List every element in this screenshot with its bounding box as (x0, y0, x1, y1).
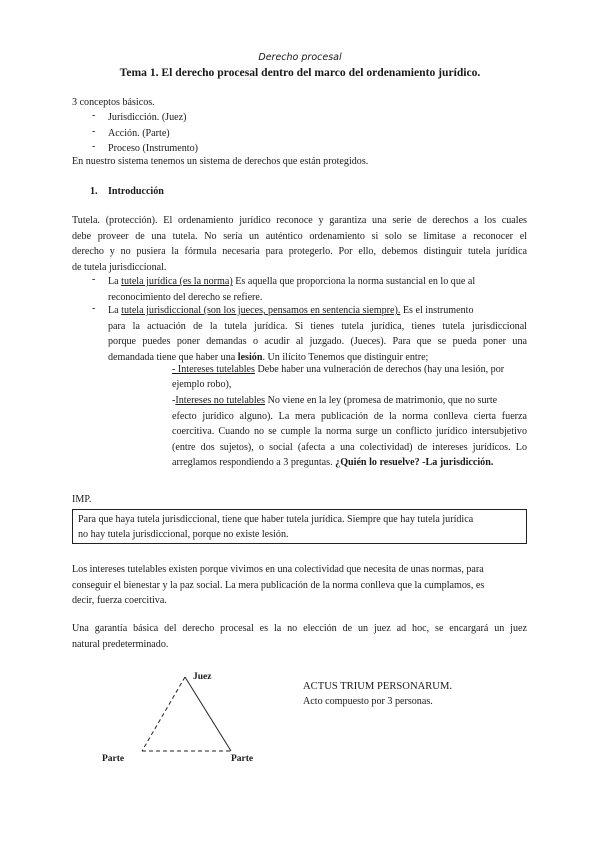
concepts-summary: En nuestro sistema tenemos un sistema de derechos que están protegidos. (72, 156, 369, 167)
actus-subtitle: Acto compuesto por 3 personas. (303, 696, 433, 707)
bullet-text: Es aquella que proporciona la norma sustancial en lo que al (232, 276, 476, 287)
term-lesion: lesión (237, 351, 263, 363)
sub-bullet-line (172, 393, 527, 409)
bullet-text: demandada tiene que haber una (108, 351, 238, 363)
diagram-label-parte-left: Parte (102, 754, 125, 764)
section-heading: Introducción (108, 186, 164, 197)
list-bullet: - (92, 303, 96, 314)
term-tutela-jurisdiccional: tutela jurisdiccional (son los jueces, pensamos en sentencia siempre). (121, 305, 401, 316)
sub-bullet-text: Debe haber una vulneración de derechos (hay una lesión, por (254, 364, 505, 375)
paragraph-line: natural predeterminado. (72, 638, 169, 650)
list-bullet: - (92, 125, 96, 137)
term-intereses-no-tutelables: Intereses no tutelables (175, 395, 266, 406)
paragraph-line: Una garantía básica del derecho procesal es la no elección de un juez ad hoc, se encargará un juez (72, 623, 527, 634)
bullet-line: La tutela jurídica (es la norma) Es aquella que proporciona la norma sustancial en lo que al (108, 276, 476, 287)
bullet-line: reconocimiento del derecho se refiere. (108, 291, 263, 303)
bullet-text: . Un ilícito Tenemos que distinguir entre; (262, 351, 429, 363)
sub-bullet-line (172, 362, 527, 378)
concept-item: Proceso (Instrumento) (108, 143, 198, 154)
page-title: Tema 1. El derecho procesal dentro del marco del ordenamiento jurídico. (119, 66, 481, 79)
term-intereses-tutelables: - Intereses tutelables (172, 364, 255, 375)
paragraph-line: debe proveer de una tutela. No sería un auténtico ordenamiento si solo se limitase a reconocer el (72, 230, 527, 242)
imp-label: IMP. (72, 494, 92, 505)
sub-bullet-dash: - (172, 395, 176, 406)
diagram-edge-left (142, 677, 185, 751)
sub-bullet-text: No viene en la ley (promesa de matrimonio, que no surte (265, 395, 498, 406)
bullet-text: Es el instrumento (400, 305, 474, 316)
sub-bullet-line: coercitiva. Cuando no se cumple la norma surge un conflicto jurídico intersubjetivo (172, 426, 527, 437)
paragraph-line: Tutela. (protección). El ordenamiento jurídico reconoce y garantiza una serie de derechos a los cuales (72, 215, 527, 226)
diagram-label-parte-right: Parte (231, 754, 254, 764)
list-bullet: - (92, 141, 96, 152)
sub-bullet-line: ejemplo robo), (172, 379, 232, 390)
diagram-label-juez: Juez (193, 672, 212, 682)
paragraph-line: decir, fuerza coercitiva. (72, 595, 167, 606)
sub-bullet-text: arreglamos respondiendo a 3 preguntas. (172, 457, 336, 468)
concept-item: Jurisdicción. (Juez) (108, 112, 187, 123)
document-label: Derecho procesal (258, 52, 342, 63)
diagram-edge-right (185, 677, 231, 751)
sub-bullet-line: (entre dos sujetos), o social (afecta a una colectividad) de intereses jurídicos. Lo (172, 441, 527, 453)
paragraph-line: derecho y no pusiera la fórmula necesaria para protegerlo. Por ello, debemos distinguir tutela jurídica (72, 246, 527, 257)
concept-item: Acción. (Parte) (108, 127, 170, 139)
imp-line: Para que haya tutela jurisdiccional, tiene que haber tutela jurídica. Siempre que hay tutela jurídica (78, 514, 474, 525)
bullet-line: porque puedes poner demandas o acudir al juzgado. (Jueces). Para que se pueda poner una (108, 336, 527, 347)
list-bullet: - (92, 274, 96, 285)
paragraph-line: de tutela jurisdiccional. (72, 261, 167, 273)
bullet-line: La tutela jurisdiccional (son los jueces, pensamos en sentencia siempre). Es el instrumento (108, 305, 474, 316)
actus-title: ACTUS TRIUM PERSONARUM. (303, 681, 453, 692)
concepts-intro: 3 conceptos básicos. (72, 97, 155, 108)
sub-bullet-line (172, 455, 493, 471)
list-bullet: - (92, 110, 96, 121)
imp-line: no hay tutela jurisdiccional, porque no existe lesión. (78, 529, 289, 540)
bullet-line: para la actuación de la tutela jurídica. Si tienes tutela jurídica, tienes tutela jurisdiccional (108, 320, 527, 332)
paragraph-line: Los intereses tutelables existen porque vivimos en una colectividad que necesita de unas normas, para (72, 564, 484, 575)
paragraph-line: conseguir el bienestar y la paz social. La mera publicación de la norma conlleva que la cumplamos, es (72, 579, 485, 591)
sub-bullet-line: efecto jurídico alguno). La mera publicación de la norma conlleva cierta fuerza (172, 410, 527, 422)
section-number: 1. (90, 186, 98, 197)
question-answer: ¿Quién lo resuelve? -La jurisdicción. (335, 457, 494, 468)
term-tutela-juridica: tutela jurídica (es la norma) (121, 276, 233, 287)
